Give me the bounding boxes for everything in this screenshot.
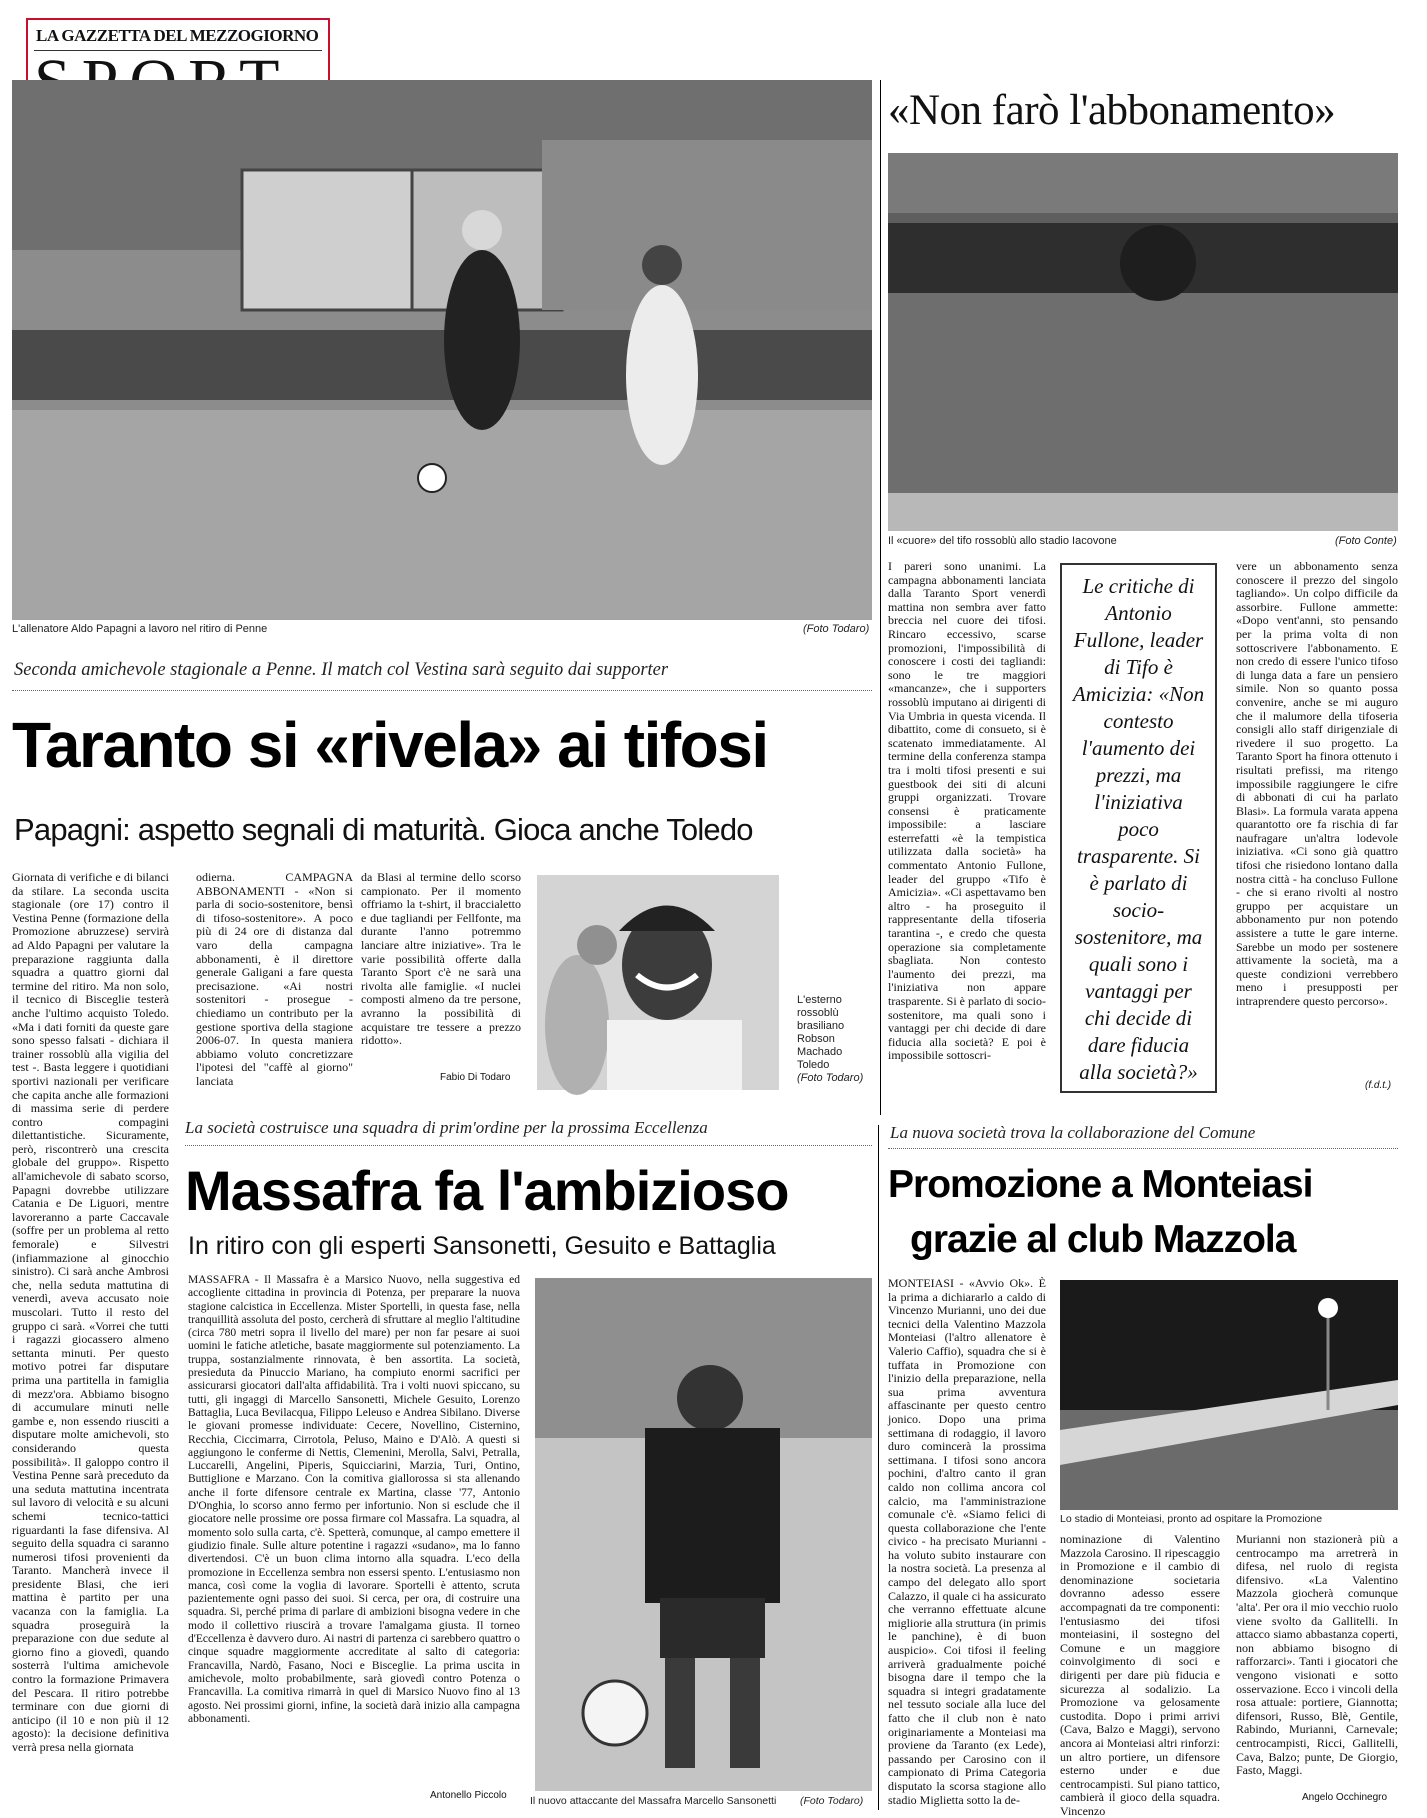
monteiasi-column-3: Murianni non stazionerà più a centrocampo ma arretrerà in difesa, nel ruolo di regista difensivo. «La Valentino Mazzola giocherà comunque 'alta'. Per ora il mio vecchio ruolo viene svolto da Gallitelli. In attacco siamo abbastanza coperti, non abbiamo bisogno di rafforzarci». Tanti i giocatori che vengono visionati e sotto osservazione. Ecco i vincoli della rosa attuale: portiere, Giannotta; difensori, Russo, Blè, Gentile, Rabindo, Murianni, Carnevale; centrocampisti, Ricci, Gallitelli, Cava, Balzo; punte, De Giorgio, Fasto, Maggi.: [1236, 1532, 1398, 1778]
kicker-divider: [12, 690, 872, 691]
massafra-signature: Antonello Piccolo: [430, 1790, 507, 1801]
taranto-signature: Fabio Di Todaro: [440, 1072, 511, 1083]
taranto-subheadline: Papagni: aspetto segnali di maturità. Gioca anche Toledo: [14, 812, 753, 847]
massafra-subheadline: In ritiro con gli esperti Sansonetti, Gesuito e Battaglia: [188, 1232, 776, 1260]
taranto-column-1: Giornata di verifiche e di bilanci da stilare. La seconda uscita stagionale (ore 17) contro il Vestina Penne (formazione della Promozione abruzzese) servirà ad Aldo Papagni per valutare la preparazione raggiunta dalla squadra a quattro giorni dal termine del ritiro. Ma non solo, il tecnico di Bisceglie testerà anche l'ultimo acquisto Toledo. «Ma i dati forniti da queste gare sono spesso falsati - dichiara il trainer rossoblù alla vigilia del test -. Basta leggere i quotidiani sportivi nazionali per verificare che capita anche alle formazioni di massima serie di perdere contro compagini dilettantistiche. Sicuramente, però, riscontrerò una crescita globale del gruppo». Rispetto all'amichevole di sabato scorso, Papagni dovrebbe utilizzare Catania e De Liguori, mentre lavoreranno a parte Caccavale (soffre per un problema al retto femorale) e Silvestri (infiammazione al ginocchio sinistro). Ci sarà anche Ambrosi che, nella seduta mattutina di venerdì, aveva accusato noie muscolari. Tutto il resto del gruppo ci sarà. «Vorrei che tutti i ragazzi giocassero almeno settanta minuti. Per questo motivo potrei far disputare prima una partitella in famiglia di mezz'ora. Abbiamo bisogno di accumulare minuti nelle gambe e, non essendo riusciti a disputare molte amichevoli, sto considerando questa possibilità». Il galoppo contro il Vestina Penne sarà preceduto da una seduta mattutina incentrata sul lavoro di velocità e su alcuni schemi tecnico-tattici riguardanti la fase difensiva. Al seguito della squadra ci saranno numerosi tifosi provenienti da Taranto. Mancherà invece il presidente Blasi, che ieri mattina è partito per una vacanza con la famiglia. La squadra proseguirà la preparazione con due sedute al giorno fino a giovedì, quando sosterrà l'ultima amichevole contro la formazione Primavera del Pescara. Il ritiro potrebbe terminare con due giorni di anticipo (il 10 e non più il 12 agosto): la decisione definitiva verrà presa nella giornata: [12, 870, 169, 1754]
abbonamento-signature: (f.d.t.): [1365, 1080, 1392, 1091]
center-divider-bottom: [878, 1125, 879, 1810]
stadium-crowd-photo: [888, 153, 1398, 531]
monteiasi-signature: Angelo Occhinegro: [1302, 1792, 1388, 1803]
training-photo-credit: (Foto Todaro): [803, 623, 870, 635]
monteiasi-kicker-divider: [888, 1148, 1398, 1149]
taranto-column-3: da Blasi al termine dello scorso campionato. Per il momento offriamo la t-shirt, il braccialetto e due tagliandi per Fellfonte, ma durante l'anno potremmo lanciare altre iniziative». Tra le varie possibilità offerte dalla Taranto Sport c'è ne sarà una rivolta alle famiglie. «I nuclei composti almeno da tre persone, avranno la possibilità di acquistare tre tessere a prezzo ridotto».: [361, 870, 521, 1048]
massafra-kicker: La società costruisce una squadra di prim'ordine per la prossima Eccellenza: [185, 1118, 708, 1137]
massafra-kicker-divider: [185, 1145, 872, 1146]
taranto-headline: Taranto si «rivela» ai tifosi: [12, 709, 768, 781]
portrait-caption: L'esterno rossoblù brasiliano Robson Machado Toledo: [797, 994, 845, 1071]
monteiasi-headline-line2: grazie al club Mazzola: [910, 1218, 1296, 1261]
center-divider-top: [880, 80, 881, 1115]
taranto-kicker: Seconda amichevole stagionale a Penne. Il match col Vestina sarà seguito dai supporter: [14, 660, 669, 680]
night-stadium-photo: [1060, 1280, 1398, 1510]
stadium-credit: (Foto Conte): [1335, 535, 1397, 547]
monteiasi-headline-line1: Promozione a Monteiasi: [888, 1163, 1313, 1206]
monteiasi-column-2: nominazione di Valentino Mazzola Carosino. Il ripescaggio in Promozione e il cambio di denominazione societaria dovranno adesso essere accompagnati da tre componenti: l'entusiasmo dei tifosi monteiasini, il sostegno del Comune e un maggiore coinvolgimento di soci e dirigenti per dare più fiducia e sicurezza al sodalizio. La Promozione va gelosamente custodita. Dopo i primi arrivi (Cava, Balzo e Maggi), servono ancora ai Monteiasi altri rinforzi: un altro portiere, un difensore esterno under e due centrocampisti. Sul piano tattico, cambierà il gioco della squadra. Vincenzo: [1060, 1532, 1220, 1818]
monteiasi-kicker: La nuova società trova la collaborazione del Comune: [890, 1123, 1256, 1142]
massafra-headline: Massafra fa l'ambizioso: [185, 1159, 789, 1222]
stadium-caption: Il «cuore» del tifo rossoblù allo stadio Iacovone: [888, 535, 1117, 547]
portrait-credit: (Foto Todaro): [797, 1072, 864, 1084]
abbonamento-headline: «Non farò l'abbonamento»: [888, 87, 1336, 134]
fullone-quote-box: Le critiche di Antonio Fullone, leader di Tifo è Amicizia: «Non contesto l'aumento dei prezzi, ma l'iniziativa poco trasparente. Si è parlato di socio-sostenitore, ma quali sono i vantaggi per chi decide di dare fiducia alla società?»: [1060, 563, 1217, 1093]
massafra-photo-credit: (Foto Todaro): [800, 1795, 864, 1807]
training-photo-caption: L'allenatore Aldo Papagni a lavoro nel ritiro di Penne: [12, 623, 268, 635]
paper-name: LA GAZZETTA DEL MEZZOGIORNO: [36, 26, 319, 45]
monteiasi-photo-caption: Lo stadio di Monteiasi, pronto ad ospitare la Promozione: [1060, 1513, 1323, 1525]
player-portrait-photo: [537, 875, 779, 1090]
taranto-column-2: odierna. CAMPAGNA ABBONAMENTI - «Non si parla di socio-sostenitore, bensì di tifoso-sostenitore». A poco più di 24 ore di distanza dal varo della campagna abbonamenti, è il direttore generale Galigani a fare questa precisazione. «Ai nostri sostenitori - prosegue - chiediamo un contributo per la gestione sportiva della stagione 2006-07. In questa maniera abbiamo voluto concretizzare l'ipotesi del "caffè al giorno" lanciata: [196, 870, 353, 1088]
abbonamento-column-1: I pareri sono unanimi. La campagna abbonamenti lanciata dalla Taranto Sport venerdì mattina non sembra aver fatto breccia nel cuore dei tifosi. Rincaro eccessivo, scarse promozioni, l'impossibilità di conoscere i costi dei tagliandi: sono le tre maggiori «mancanze», che i supporters rossoblù imputano ai dirigenti di Via Umbria in questa vicenda. Il dibattito, come di consueto, si è scatenato immediatamente. Al termine della conferenza stampa tra i molti tifosi presenti e sui guestbook dei siti di alcuni gruppi organizzati. Trovare consensi è praticamente impossibile: a lasciare esterrefatti «è la tempistica utilizzata dalla società» ha commentato Antonio Fullone, leader del gruppo «Tifo è Amicizia». «Ci aspettavamo ben altro - ha proseguito il rappresentante della tifoseria tarantina -, e credo che questa operazione sia completamente sbagliata. Non contesto l'aumento dei prezzi, ma l'iniziativa non appare trasparente. Si è parlato di socio-sostenitore, ma quali sono i vantaggi per chi decide di dare fiducia alla società? E poi è impossibile sottoscri-: [888, 559, 1046, 1063]
massafra-photo-caption: Il nuovo attaccante del Massafra Marcello Sansonetti: [530, 1795, 777, 1807]
monteiasi-column-1: MONTEIASI - «Avvio Ok». È la prima a dichiararlo a caldo di Vincenzo Murianni, uno dei due tecnici della Valentino Mazzola Monteiasi (l'altro allenatore è Valerio Caffio), squadra che si è tuffata in Promozione con l'inizio della preparazione, nella sua prima avventura affascinante per questo centro jonico. Dopo una prima settimana di rodaggio, il lavoro duro comincerà la prossima settimana. I tifosi sono ancora pochini, d'altro canto il gran caldo non collima ancora col calcio, ma l'amministrazione comunale c'è. «Siamo felici di questa collaborazione che l'ente civico - ha precisato Murianni - ha voluto subito instaurare con la nostra società. La presenza al campo del delegato allo sport Calazzo, il quale ci ha assicurato che verranno effettuate alcune migliorie alla struttura (in primis le panchine), è di buon auspicio». Coi tifosi il feeling arriverà gradualmente poiché bisogna dare il tempo che la squadra si integri gradatamente nel tessuto sociale alla luce del fatto che il club non è nato originariamente a Monteiasi ma proviene da Taranto (ex Lede), passando per Carosino con il campionato di Prima Categoria disputato la scorsa stagione allo stadio Miglietta sotto la de-: [888, 1276, 1046, 1807]
player-action-photo: [535, 1278, 872, 1791]
abbonamento-column-3: vere un abbonamento senza conoscere il prezzo del singolo tagliando». Un colpo difficile da assorbire. Fullone ammette: «Dopo vent'anni, sto pensando per la prima volta di non sottoscrivere l'abbonamento. E non credo di essere l'unico tifoso di lunga data a fare un pensiero simile. Non so quanto possa convenire, anche se mi auguro che il malumore della tifoseria consigli allo staff dirigenziale di rivedere il suo progetto. La Taranto Sport ha finora ottenuto i risultati prefissi, ma ritengo impossibile raggiungere le cifre di abbonati di cui ha parlato Blasi». La formula varata appena quarantotto ore fa rischia di far naufragare un'altra lodevole iniziativa. «Ci sono già quattro tifosi che risiedono lontano dalla nostra città - ha concluso Fullone - che si erano rivolti al nostro gruppo per acquistare un abbonamento pur non potendo assistere a tutte le gare interne. Sarebbe un modo per sostenere attivamente la società, ma a queste condizioni verrebbero meno i presupposti per intraprendere questo percorso».: [1236, 559, 1398, 1008]
massafra-body: MASSAFRA - Il Massafra è a Marsico Nuovo, nella suggestiva ed accogliente cittadina in provincia di Potenza, per preparare la nuova stagione calcistica in Eccellenza. Mister Sportelli, in questa fase, nella tranquillità assoluta del posto, cercherà di sfruttare al meglio l'altitudine (circa 780 metri sopra il livello del mare) per non far pesare ai suoi uomini le fatiche atletiche, basate maggiormente sul potenziamento. La truppa, sostanzialmente rinnovata, è ben assortita. La società, presieduta da Pinuccio Mariano, ha compiuto enormi sacrifici per assicurarsi giocatori dall'alta affidabilità. Tra i volti nuovi spiccano, su tutti, gli ingaggi di Marcello Sansonetti, Michele Gesuito, Lorenzo Battaglia, Luca Bevilacqua, Filippo Leleuso e Andrea Sibilano. Diverse le giovani promesse individuate: Cecere, Novellino, Cisternino, Recchia, Ciccimarra, Cirrotola, Peluso, Maino e D'Alò. A questi si aggiungono le conferme di Nettis, Clemenini, Merolla, Salvi, Petralla, Luccarelli, Angelini, Piperis, Squicciarini, Marzia, Turi, Ontino, Buttiglione e Marzano. Con la comitiva giallorossa si sta allenando anche il forte difensore centrale ex Martina, classe '77, Antonio D'Onghia, lo scorso anno fermo per infortunio. Non si esclude che il giocatore nelle prossime ore possa firmare col Massafra. La squadra, al momento solo sulla carta, c'è. Spetterà, comunque, al campo emettere il giudizio finale. Sulle alture potentine i ragazzi «sudano», ma lo fanno divertendosi. C'è un buon clima intorno alla squadra. L'eco della promozione in Eccellenza sembra non essersi spento. L'entusiasmo non manca, così come la voglia di lavorare. Sportelli è attento, scruta pazientemente ogni passo dei suoi. Si cerca, per ora, di costruire una squadra. Si, perché prima di parlare di ambizioni bisogna vedere in che modo il collettivo riuscirà a trovare l'amalgama giusta. Il torneo d'Eccellenza è davvero duro. Ai nastri di partenza ci sarebbero quattro o cinque squadre maggiormente accreditate al salto di categoria: Francavilla, Nardò, Fasano, Noci e Bisceglie. La prima uscita in amichevole, molto probabilmente, sarà giovedì contro Potenza o Francavilla. La comitiva rimarrà in quel di Marsico Nuovo fino al 13 agosto. Nei prossimi giorni, infine, la società darà inizio alla campagna abbonamenti.: [188, 1274, 520, 1725]
training-photo: [12, 80, 872, 620]
